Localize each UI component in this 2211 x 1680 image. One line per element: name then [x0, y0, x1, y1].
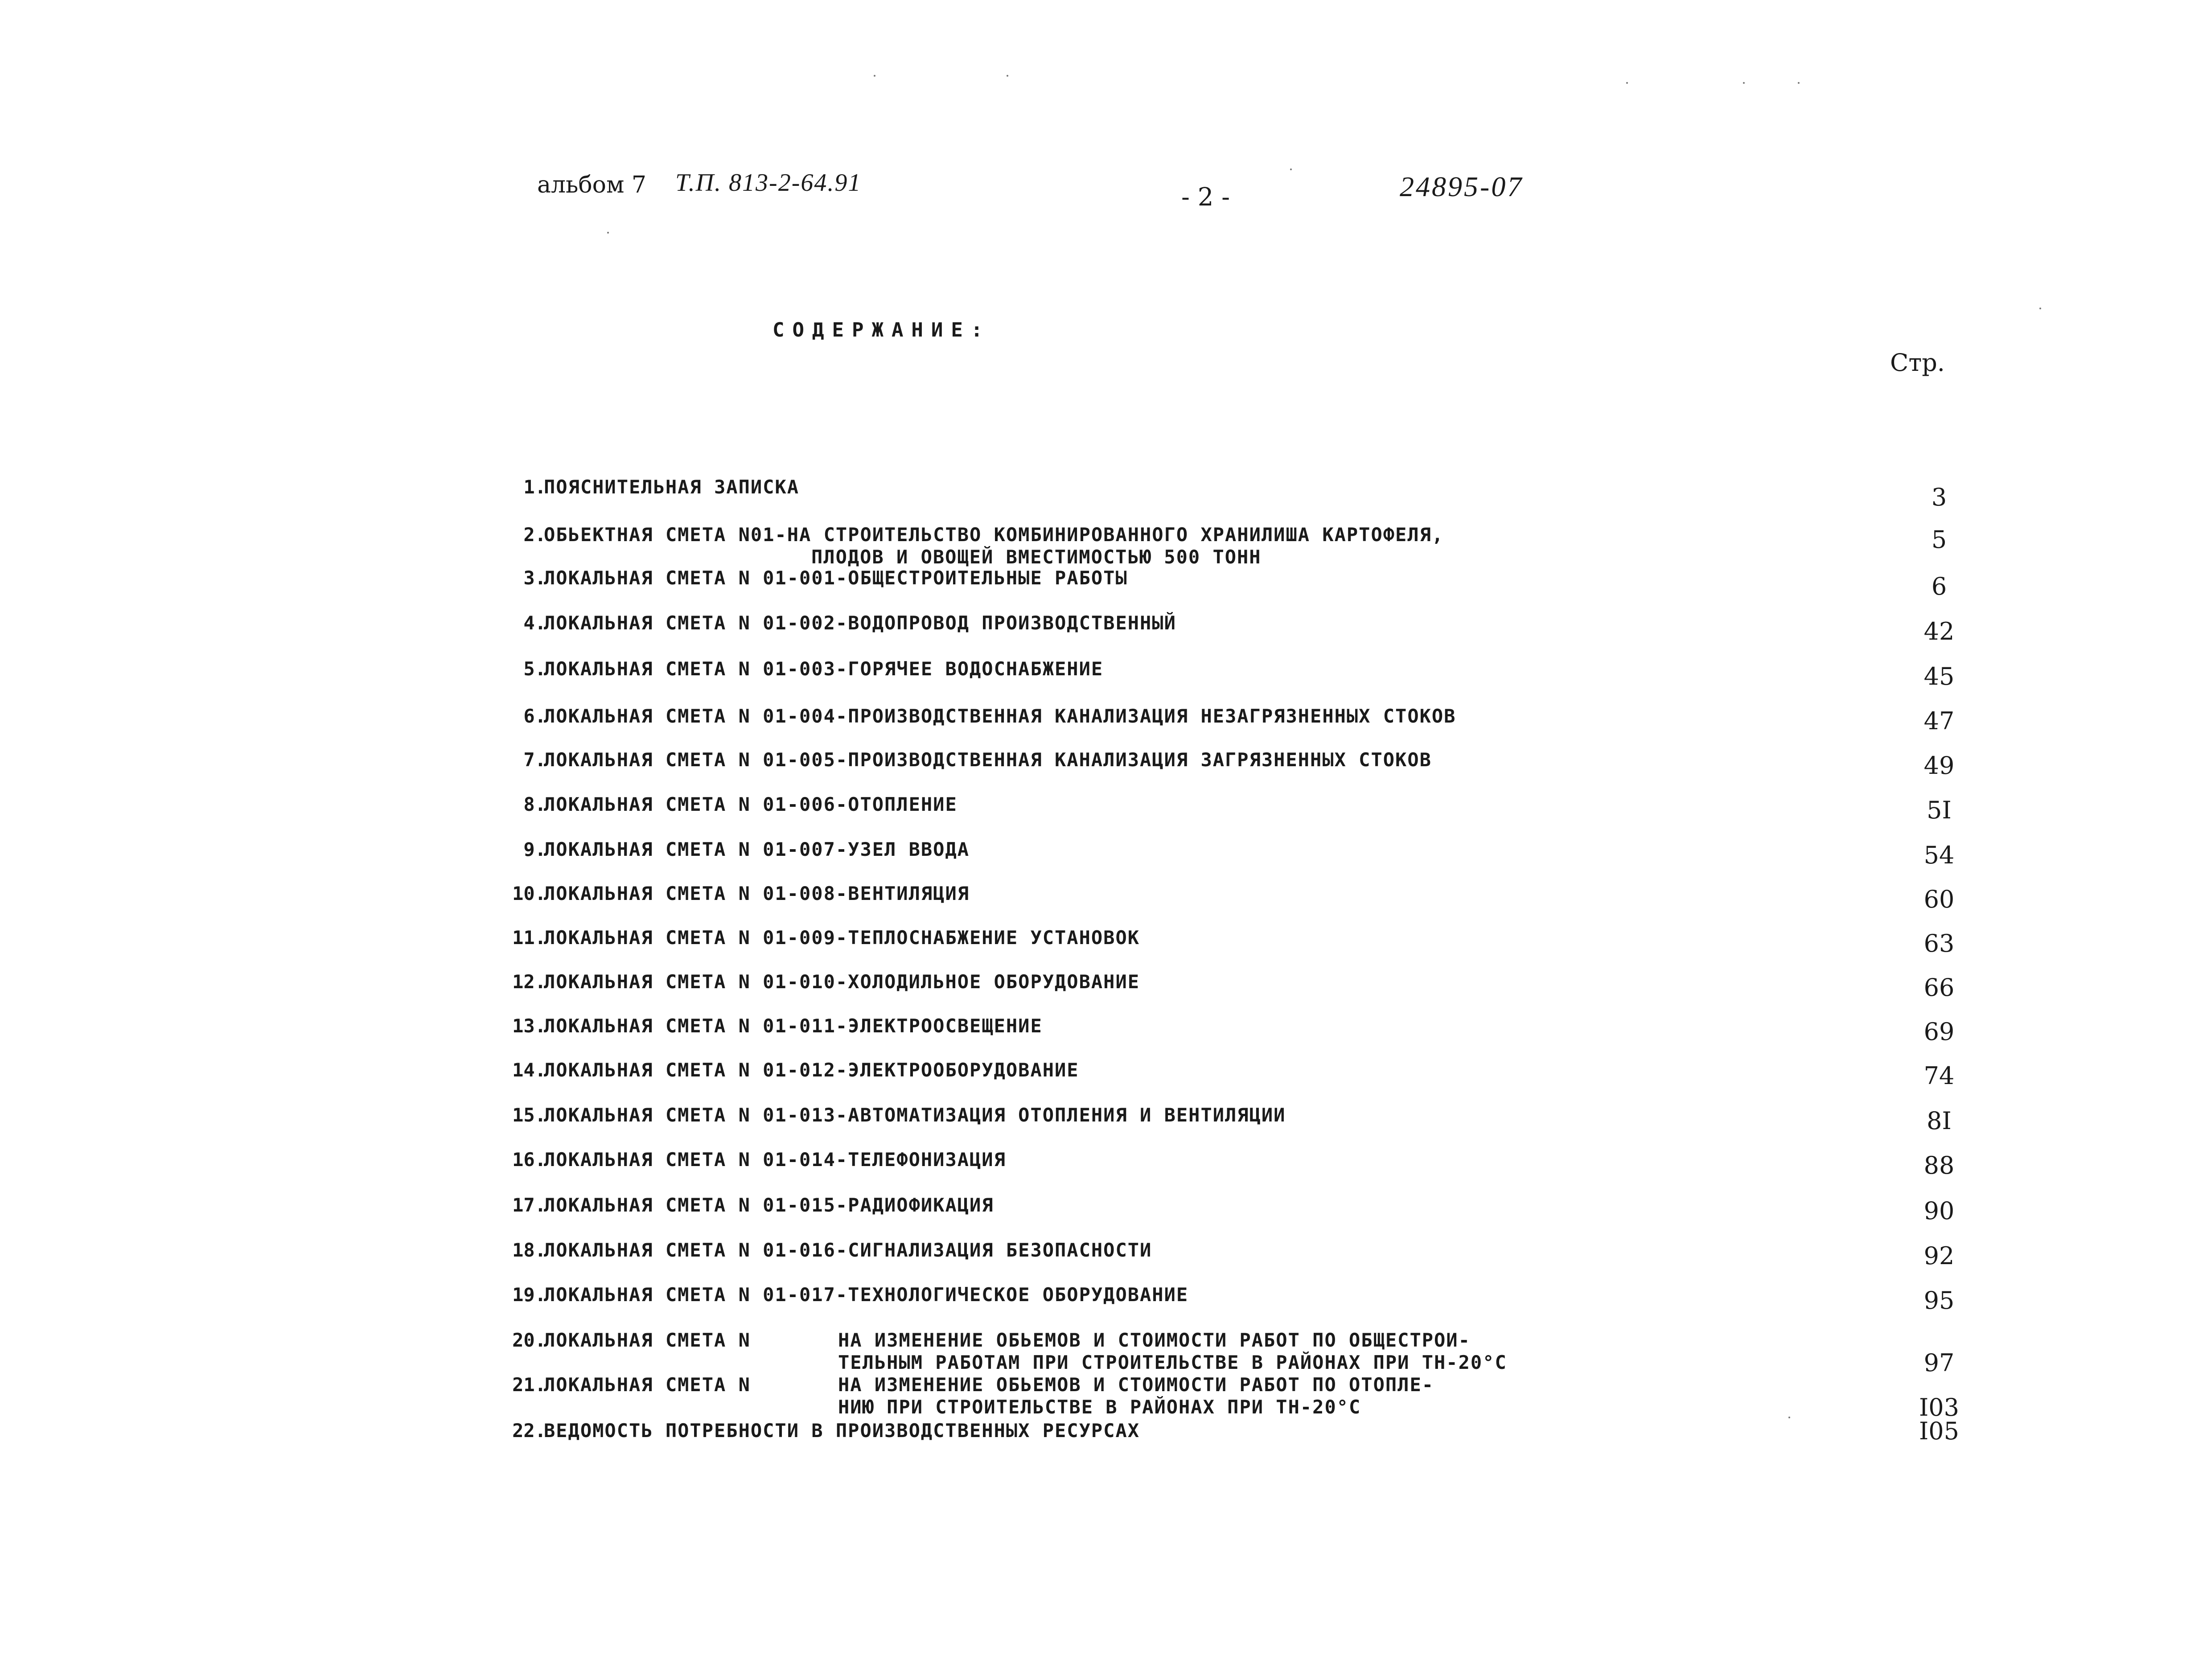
album-label: альбом 7	[537, 172, 647, 198]
item-number: 2.	[523, 524, 546, 546]
document-number: 24895-07	[1400, 171, 1524, 202]
item-title: ЛОКАЛЬНАЯ СМЕТА N	[544, 1374, 751, 1396]
toc-title: СОДЕРЖАНИЕ:	[773, 319, 991, 341]
item-number: 16.	[512, 1149, 546, 1171]
toc-item	[0, 658, 2211, 702]
item-page: 54	[1923, 841, 1955, 869]
toc-item	[0, 524, 2211, 568]
item-title: ЛОКАЛЬНАЯ СМЕТА N 01-001-ОБЩЕСТРОИТЕЛЬНЫЕ РАБОТЫ	[544, 567, 1128, 589]
toc-item	[0, 838, 2211, 883]
item-title: ЛОКАЛЬНАЯ СМЕТА N 01-017-ТЕХНОЛОГИЧЕСКОЕ ОБОРУДОВАНИЕ	[544, 1284, 1189, 1306]
item-title: ЛОКАЛЬНАЯ СМЕТА N 01-011-ЭЛЕКТРООСВЕЩЕНИЕ	[544, 1015, 1043, 1037]
item-number: 19.	[512, 1284, 546, 1306]
item-page: 3	[1931, 483, 1947, 511]
toc-item	[0, 927, 2211, 971]
item-title: ЛОКАЛЬНАЯ СМЕТА N 01-002-ВОДОПРОВОД ПРОИЗВОДСТВЕННЫЙ	[544, 612, 1176, 634]
item-page: 42	[1923, 617, 1955, 645]
scan-speck	[1290, 168, 1292, 170]
project-code: Т.П. 813-2-64.91	[675, 169, 862, 197]
item-page: I03	[1919, 1393, 1960, 1421]
item-page: 88	[1923, 1151, 1955, 1179]
toc-item	[0, 1104, 2211, 1149]
toc-item	[0, 793, 2211, 838]
scan-speck	[1788, 1417, 1790, 1418]
toc-item	[0, 883, 2211, 927]
item-page: 97	[1923, 1349, 1955, 1377]
item-title: ЛОКАЛЬНАЯ СМЕТА N 01-007-УЗЕЛ ВВОДА	[544, 838, 970, 860]
item-number: 1.	[523, 476, 546, 498]
item-title: ЛОКАЛЬНАЯ СМЕТА N 01-006-ОТОПЛЕНИЕ	[544, 793, 958, 815]
item-title: ЛОКАЛЬНАЯ СМЕТА N 01-014-ТЕЛЕФОНИЗАЦИЯ	[544, 1149, 1006, 1171]
item-page: 63	[1923, 929, 1955, 957]
item-page: 95	[1923, 1286, 1955, 1314]
item-number: 14.	[512, 1059, 546, 1081]
toc-item	[0, 1149, 2211, 1193]
item-page: 69	[1923, 1018, 1955, 1046]
toc-item	[0, 705, 2211, 750]
item-number: 13.	[512, 1015, 546, 1037]
item-page: 5	[1931, 526, 1947, 554]
item-number: 11.	[512, 927, 546, 949]
item-title: ЛОКАЛЬНАЯ СМЕТА N 01-003-ГОРЯЧЕЕ ВОДОСНАБЖЕНИЕ	[544, 658, 1104, 680]
item-description-continued: ТЕЛЬНЫМ РАБОТАМ ПРИ СТРОИТЕЛЬСТВЕ В РАЙОНАХ ПРИ ТН-20°С	[838, 1351, 1507, 1373]
toc-item	[0, 1417, 2211, 1464]
item-title: ЛОКАЛЬНАЯ СМЕТА N 01-008-ВЕНТИЛЯЦИЯ	[544, 883, 970, 904]
item-title: ПОЯСНИТЕЛЬНАЯ ЗАПИСКА	[544, 476, 800, 498]
scan-speck	[1626, 82, 1628, 84]
item-number: 7.	[523, 749, 546, 771]
item-number: 3.	[523, 567, 546, 589]
item-title: ЛОКАЛЬНАЯ СМЕТА N 01-015-РАДИОФИКАЦИЯ	[544, 1194, 994, 1216]
item-page: 8I	[1927, 1107, 1952, 1135]
toc-item	[0, 1239, 2211, 1284]
item-title: ЛОКАЛЬНАЯ СМЕТА N 01-013-АВТОМАТИЗАЦИЯ ОТОПЛЕНИЯ И ВЕНТИЛЯЦИИ	[544, 1104, 1286, 1126]
item-title: ЛОКАЛЬНАЯ СМЕТА N	[544, 1329, 751, 1351]
item-page: 47	[1923, 707, 1955, 735]
scan-speck	[1743, 82, 1745, 84]
item-page: 60	[1923, 885, 1955, 913]
scan-speck	[874, 75, 875, 77]
item-number: 9.	[523, 838, 546, 860]
item-title: ЛОКАЛЬНАЯ СМЕТА N 01-016-СИГНАЛИЗАЦИЯ БЕЗОПАСНОСТИ	[544, 1239, 1152, 1261]
item-number: 21.	[512, 1374, 546, 1396]
item-title: ЛОКАЛЬНАЯ СМЕТА N 01-004-ПРОИЗВОДСТВЕННАЯ КАНАЛИЗАЦИЯ НЕЗАГРЯЗНЕННЫХ СТОКОВ	[544, 705, 1456, 727]
item-description: НА ИЗМЕНЕНИЕ ОБЬЕМОВ И СТОИМОСТИ РАБОТ ПО ОТОПЛЕ-	[838, 1374, 1434, 1396]
item-page: 74	[1923, 1062, 1955, 1090]
item-title: ЛОКАЛЬНАЯ СМЕТА N 01-009-ТЕПЛОСНАБЖЕНИЕ УСТАНОВОК	[544, 927, 1140, 949]
item-description-continued: НИЮ ПРИ СТРОИТЕЛЬСТВЕ В РАЙОНАХ ПРИ ТН-20°С	[838, 1396, 1361, 1418]
item-title-continued: ПЛОДОВ И ОВОЩЕЙ ВМЕСТИМОСТЬЮ 500 ТОНН	[811, 546, 1262, 568]
toc-item	[0, 1284, 2211, 1328]
toc-item	[0, 476, 2211, 521]
item-number: 12.	[512, 971, 546, 993]
toc-item	[0, 1059, 2211, 1104]
toc-item	[0, 971, 2211, 1015]
item-page: I05	[1919, 1417, 1960, 1445]
item-page: 49	[1923, 752, 1955, 780]
scan-speck	[1007, 75, 1008, 77]
item-page: 5I	[1927, 796, 1952, 824]
item-title: ЛОКАЛЬНАЯ СМЕТА N 01-012-ЭЛЕКТРООБОРУДОВАНИЕ	[544, 1059, 1079, 1081]
item-description: НА ИЗМЕНЕНИЕ ОБЬЕМОВ И СТОИМОСТИ РАБОТ ПО ОБЩЕСТРОИ-	[838, 1329, 1471, 1351]
toc-item	[0, 567, 2211, 612]
item-number: 20.	[512, 1329, 546, 1351]
toc-item	[0, 1015, 2211, 1060]
item-number: 5.	[523, 658, 546, 680]
item-number: 10.	[512, 883, 546, 904]
toc-item	[0, 612, 2211, 657]
item-number: 8.	[523, 793, 546, 815]
scan-speck	[1798, 82, 1800, 84]
item-number: 22.	[512, 1420, 546, 1442]
item-page: 66	[1923, 973, 1955, 1002]
toc-item	[0, 1329, 2211, 1377]
item-title: ОБЬЕКТНАЯ СМЕТА N01-НА СТРОИТЕЛЬСТВО КОМБИНИРОВАННОГО ХРАНИЛИША КАРТОФЕЛЯ,	[544, 524, 1444, 546]
toc-item	[0, 1374, 2211, 1421]
item-number: 15.	[512, 1104, 546, 1126]
toc-item	[0, 749, 2211, 793]
page-column-header: Стр.	[1890, 349, 1945, 377]
item-page: 92	[1923, 1242, 1955, 1270]
page-number: - 2 -	[1181, 183, 1230, 212]
toc-item	[0, 1194, 2211, 1239]
item-page: 90	[1923, 1197, 1955, 1225]
item-page: 45	[1923, 662, 1955, 690]
item-number: 17.	[512, 1194, 546, 1216]
item-number: 18.	[512, 1239, 546, 1261]
item-number: 4.	[523, 612, 546, 634]
scan-speck	[607, 232, 609, 234]
item-title: ЛОКАЛЬНАЯ СМЕТА N 01-010-ХОЛОДИЛЬНОЕ ОБОРУДОВАНИЕ	[544, 971, 1140, 993]
item-title: ЛОКАЛЬНАЯ СМЕТА N 01-005-ПРОИЗВОДСТВЕННАЯ КАНАЛИЗАЦИЯ ЗАГРЯЗНЕННЫХ СТОКОВ	[544, 749, 1432, 771]
item-number: 6.	[523, 705, 546, 727]
item-page: 6	[1931, 572, 1947, 600]
scan-speck	[2039, 308, 2041, 309]
item-title: ВЕДОМОСТЬ ПОТРЕБНОСТИ В ПРОИЗВОДСТВЕННЫХ РЕСУРСАХ	[544, 1420, 1140, 1442]
